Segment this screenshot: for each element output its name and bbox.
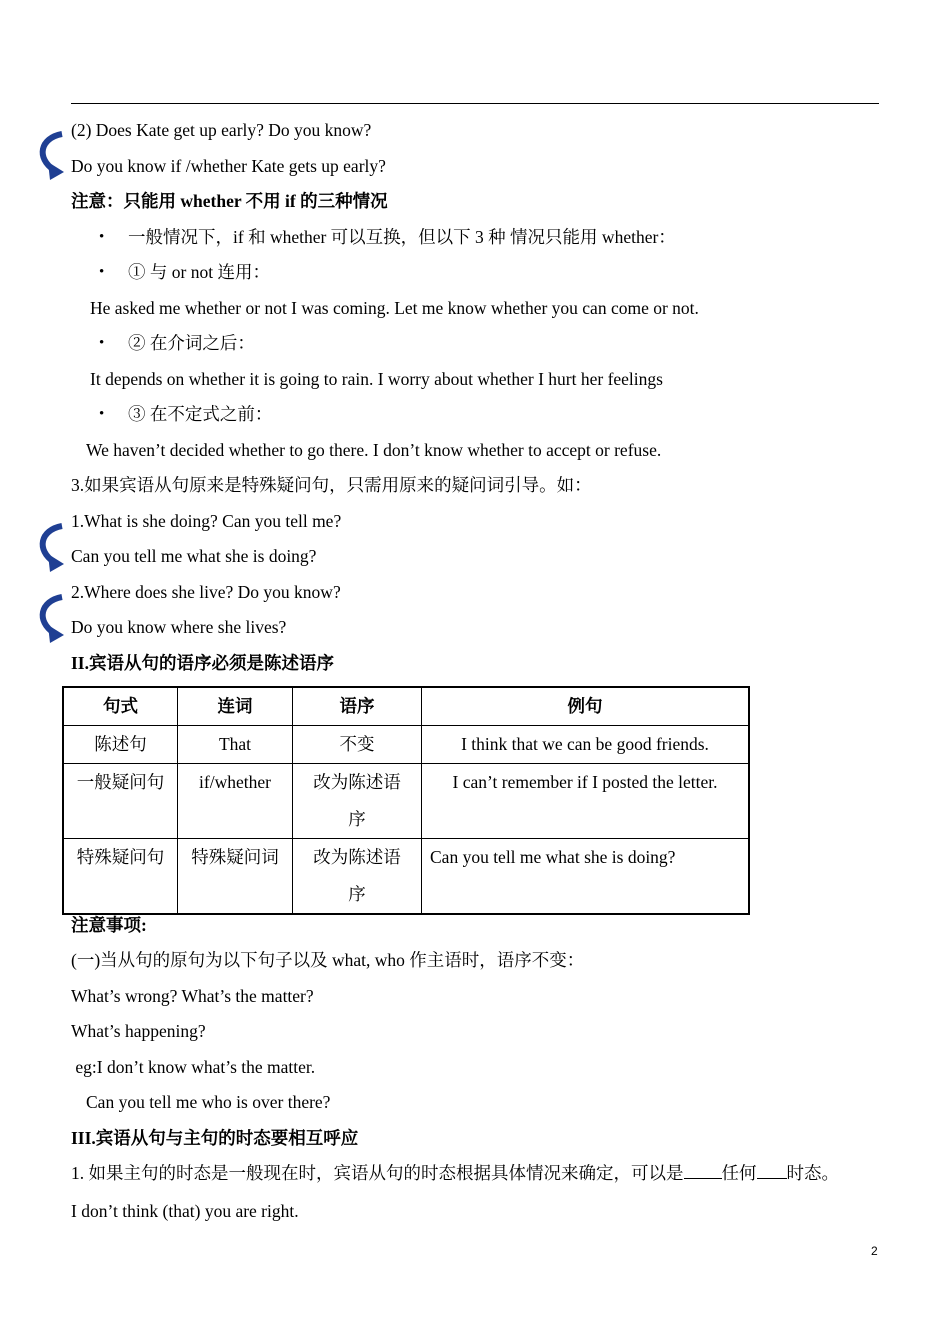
curved-arrow-icon xyxy=(36,130,66,182)
table-row xyxy=(63,839,749,915)
table-header-row xyxy=(63,687,749,726)
note-1-example-d: Can you tell me who is over there? xyxy=(86,1092,331,1112)
curved-arrow-icon xyxy=(36,593,66,645)
fill-blank[interactable] xyxy=(684,1162,722,1179)
note-1-example-b: What’s happening? xyxy=(71,1021,206,1041)
table-cell: 一般疑问句 xyxy=(63,764,178,839)
rule-3-special-questions: 3.如果宾语从句原来是特殊疑问句，只需用原来的疑问词引导。如： xyxy=(71,475,592,495)
rule-present-tense xyxy=(71,1162,839,1184)
table-cell: 特殊疑问句 xyxy=(63,839,178,915)
bullet-icon: • xyxy=(99,335,105,351)
table-row xyxy=(63,764,749,839)
page-number: 2 xyxy=(871,1244,878,1258)
case-2-examples: It depends on whether it is going to rain. I worry about whether I hurt her feelings xyxy=(90,369,663,389)
table-header-cell: 例句 xyxy=(422,687,750,726)
rule-present-tense-end: 时态。 xyxy=(786,1163,839,1183)
word-order-table xyxy=(62,686,750,915)
note-1-example-c: eg:I don’t know what’s the matter. xyxy=(71,1057,316,1077)
bullet-icon: • xyxy=(99,264,105,280)
table-cell: That xyxy=(178,726,293,764)
rule-present-tense-text: 1. 如果主句的时态是一般现在时，宾语从句的时态根据具体情况来确定，可以是 xyxy=(71,1163,684,1183)
case-2-heading: ② 在介词之后： xyxy=(128,333,255,353)
table-cell: 改为陈述语序 xyxy=(293,764,422,839)
example-answer-2: Do you know if /whether Kate gets up early? xyxy=(71,156,386,176)
bullet-icon: • xyxy=(99,229,105,245)
table-cell: 不变 xyxy=(293,726,422,764)
table-cell: 特殊疑问词 xyxy=(178,839,293,915)
example-answer-4: Do you know where she lives? xyxy=(71,617,287,637)
table-cell: I can’t remember if I posted the letter. xyxy=(422,764,750,839)
table-cell: 改为陈述语序 xyxy=(293,839,422,915)
example-question-4: 2.Where does she live? Do you know? xyxy=(71,582,341,602)
table-cell: if/whether xyxy=(178,764,293,839)
curved-arrow-icon xyxy=(36,522,66,574)
table-cell: Can you tell me what she is doing? xyxy=(422,839,750,915)
note-1-example-a: What’s wrong? What’s the matter? xyxy=(71,986,314,1006)
note-1-text: (一)当从句的原句为以下句子以及 what, who 作主语时，语序不变： xyxy=(71,950,585,970)
case-1-examples: He asked me whether or not I was coming. Let me know whether you can come or not. xyxy=(90,298,699,318)
section-ii-heading: II.宾语从句的语序必须是陈述语序 xyxy=(71,653,334,673)
example-answer-3: Can you tell me what she is doing? xyxy=(71,546,317,566)
header-rule xyxy=(71,103,879,104)
case-3-heading: ③ 在不定式之前： xyxy=(128,404,273,424)
note-general-rule: 一般情况下，if 和 whether 可以互换，但以下 3 种 情况只能用 whether： xyxy=(128,227,676,247)
table-header-cell: 句式 xyxy=(63,687,178,726)
example-present-tense: I don’t think (that) you are right. xyxy=(71,1201,299,1221)
bullet-icon: • xyxy=(99,406,105,422)
notes-heading: 注意事项: xyxy=(71,915,147,935)
section-iii-heading: III.宾语从句与主句的时态要相互呼应 xyxy=(71,1128,359,1148)
table-header-cell: 连词 xyxy=(178,687,293,726)
note-heading-whether: 注意：只能用 whether 不用 if 的三种情况 xyxy=(71,191,388,211)
table-cell: I think that we can be good friends. xyxy=(422,726,750,764)
table-row xyxy=(63,726,749,764)
case-3-examples: We haven’t decided whether to go there. I don’t know whether to accept or refuse. xyxy=(86,440,662,460)
rule-present-tense-mid: 任何 xyxy=(721,1163,757,1183)
example-question-3: 1.What is she doing? Can you tell me? xyxy=(71,511,342,531)
table-header-cell: 语序 xyxy=(293,687,422,726)
table-cell: 陈述句 xyxy=(63,726,178,764)
fill-blank[interactable] xyxy=(757,1162,787,1179)
example-question-2: (2) Does Kate get up early? Do you know? xyxy=(71,120,372,140)
case-1-heading: ① 与 or not 连用： xyxy=(128,262,270,282)
